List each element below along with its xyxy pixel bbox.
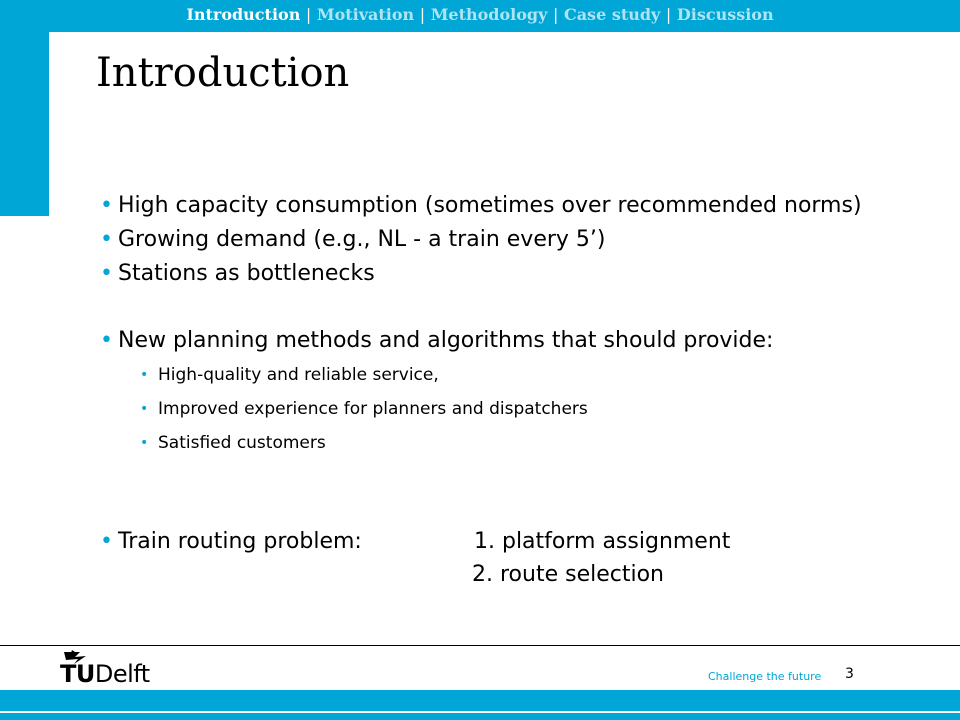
page-number: 3 xyxy=(845,666,854,682)
section-nav xyxy=(0,5,960,24)
bottom-bar-stripe xyxy=(0,711,960,713)
sub-bullet-experience: • Improved experience for planners and dispatchers xyxy=(140,392,773,426)
slide-title: Introduction xyxy=(96,50,350,96)
sub-bullet-service: • High-quality and reliable service, xyxy=(140,358,773,392)
bullet-group-methods xyxy=(100,324,773,460)
sub-bullet-customers: • Satisfied customers xyxy=(140,426,773,460)
bullet-group-routing xyxy=(100,525,730,559)
nav-separator: | xyxy=(305,5,312,24)
nav-item-introduction[interactable]: Introduction xyxy=(186,5,301,24)
logo-delft: Delft xyxy=(94,660,150,688)
logo-tu: TU xyxy=(60,660,95,688)
routing-label: Train routing problem: xyxy=(118,529,362,554)
nav-separator: | xyxy=(552,5,559,24)
tu-delft-logo xyxy=(60,660,150,688)
bullet-demand: • Growing demand (e.g., NL - a train every 5’) xyxy=(100,223,862,257)
footer-divider xyxy=(0,645,960,646)
top-bar xyxy=(0,0,960,32)
sub-bullet-list xyxy=(118,358,773,460)
bullet-capacity: • High capacity consumption (sometimes over recommended norms) xyxy=(100,189,862,223)
bullet-bottlenecks: • Stations as bottlenecks xyxy=(100,257,862,291)
bullet-planning-methods-text: New planning methods and algorithms that should provide: xyxy=(118,328,774,353)
nav-separator: | xyxy=(665,5,672,24)
nav-separator: | xyxy=(419,5,426,24)
tagline: Challenge the future xyxy=(708,670,822,683)
bullet-group-context xyxy=(100,189,862,291)
bullet-routing-problem xyxy=(100,525,730,559)
nav-item-methodology[interactable]: Methodology xyxy=(430,5,548,24)
nav-item-motivation[interactable]: Motivation xyxy=(316,5,415,24)
left-accent-bar xyxy=(0,32,49,216)
bottom-bar xyxy=(0,690,960,720)
nav-item-case-study[interactable]: Case study xyxy=(563,5,661,24)
nav-item-discussion[interactable]: Discussion xyxy=(676,5,774,24)
routing-step-2: 2. route selection xyxy=(472,562,664,587)
bullet-planning-methods xyxy=(100,324,773,460)
routing-step-1: 1. platform assignment xyxy=(474,529,731,554)
